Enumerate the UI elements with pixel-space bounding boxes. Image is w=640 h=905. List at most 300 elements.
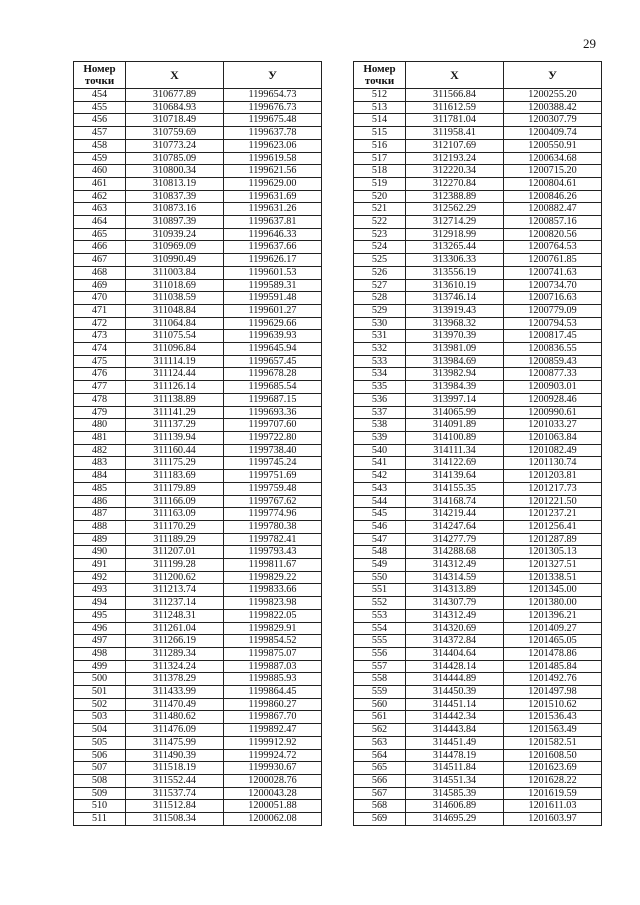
cell-x: 311189.29 [126,533,224,546]
cell-point-number: 494 [74,597,126,610]
cell-point-number: 550 [354,571,406,584]
cell-y: 1199912.92 [224,736,322,749]
cell-x: 314444.89 [406,673,504,686]
cell-point-number: 523 [354,228,406,241]
cell-point-number: 564 [354,749,406,762]
cell-point-number: 529 [354,304,406,317]
cell-x: 311958.41 [406,127,504,140]
cell-x: 314168.74 [406,495,504,508]
cell-x: 311170.29 [126,520,224,533]
cell-y: 1199864.45 [224,686,322,699]
table-row [74,584,322,597]
table-row [74,279,322,292]
cell-x: 311160.44 [126,444,224,457]
cell-x: 311266.19 [126,635,224,648]
cell-x: 311213.74 [126,584,224,597]
table-row [354,686,602,699]
cell-y: 1201497.98 [504,686,602,699]
cell-y: 1201563.49 [504,724,602,737]
cell-point-number: 557 [354,660,406,673]
cell-point-number: 475 [74,355,126,368]
cell-point-number: 470 [74,292,126,305]
table-row [354,419,602,432]
cell-x: 312107.69 [406,139,504,152]
table-row [74,381,322,394]
cell-x: 314404.64 [406,647,504,660]
table-row [74,152,322,165]
table-row [74,724,322,737]
cell-x: 311183.69 [126,470,224,483]
cell-point-number: 474 [74,343,126,356]
cell-y: 1199722.80 [224,431,322,444]
cell-y: 1201409.27 [504,622,602,635]
cell-point-number: 519 [354,177,406,190]
cell-point-number: 563 [354,736,406,749]
cell-point-number: 565 [354,762,406,775]
cell-point-number: 546 [354,520,406,533]
cell-point-number: 534 [354,368,406,381]
table-row [74,495,322,508]
cell-point-number: 471 [74,304,126,317]
cell-point-number: 466 [74,241,126,254]
cell-x: 311508.34 [126,813,224,826]
coordinates-table-left [73,61,322,826]
cell-x: 313610.19 [406,279,504,292]
table-row [74,774,322,787]
cell-point-number: 487 [74,508,126,521]
table-row [74,813,322,826]
cell-y: 1200928.46 [504,393,602,406]
table-row [354,444,602,457]
cell-point-number: 493 [74,584,126,597]
cell-y: 1201221.50 [504,495,602,508]
table-row [354,292,602,305]
table-row [354,470,602,483]
cell-point-number: 454 [74,89,126,102]
cell-point-number: 542 [354,470,406,483]
cell-point-number: 566 [354,774,406,787]
cell-x: 314288.68 [406,546,504,559]
cell-y: 1200859.43 [504,355,602,368]
cell-point-number: 544 [354,495,406,508]
cell-x: 312562.29 [406,203,504,216]
cell-point-number: 516 [354,139,406,152]
table-row [74,368,322,381]
cell-point-number: 541 [354,457,406,470]
cell-x: 313968.32 [406,317,504,330]
cell-x: 314451.14 [406,698,504,711]
cell-point-number: 506 [74,749,126,762]
cell-y: 1201237.21 [504,508,602,521]
cell-point-number: 489 [74,533,126,546]
table-header-row [74,62,322,89]
cell-y: 1201345.00 [504,584,602,597]
cell-point-number: 477 [74,381,126,394]
cell-x: 311048.84 [126,304,224,317]
table-row [354,597,602,610]
cell-point-number: 562 [354,724,406,737]
cell-x: 310813.19 [126,177,224,190]
table-row [354,266,602,279]
cell-point-number: 488 [74,520,126,533]
cell-point-number: 547 [354,533,406,546]
table-row [74,622,322,635]
cell-y: 1201492.76 [504,673,602,686]
cell-y: 1200761.85 [504,254,602,267]
cell-x: 311476.09 [126,724,224,737]
table-row [74,546,322,559]
cell-y: 1201485.84 [504,660,602,673]
cell-point-number: 539 [354,431,406,444]
cell-x: 314313.89 [406,584,504,597]
cell-x: 310759.69 [126,127,224,140]
table-row [74,190,322,203]
cell-point-number: 553 [354,609,406,622]
cell-point-number: 556 [354,647,406,660]
cell-point-number: 456 [74,114,126,127]
table-row [354,343,602,356]
cell-point-number: 462 [74,190,126,203]
cell-y: 1201217.73 [504,482,602,495]
cell-point-number: 498 [74,647,126,660]
table-row [74,127,322,140]
cell-point-number: 568 [354,800,406,813]
cell-y: 1200409.74 [504,127,602,140]
table-row [354,800,602,813]
cell-x: 314065.99 [406,406,504,419]
cell-point-number: 543 [354,482,406,495]
cell-y: 1199631.69 [224,190,322,203]
cell-y: 1199875.07 [224,647,322,660]
cell-y: 1201536.43 [504,711,602,724]
cell-point-number: 528 [354,292,406,305]
cell-x: 314551.34 [406,774,504,787]
cell-y: 1200857.16 [504,216,602,229]
cell-x: 310897.39 [126,216,224,229]
cell-x: 311175.29 [126,457,224,470]
table-row [354,724,602,737]
cell-x: 310990.49 [126,254,224,267]
cell-y: 1200051.88 [224,800,322,813]
cell-x: 311470.49 [126,698,224,711]
cell-y: 1201611.03 [504,800,602,813]
cell-y: 1200779.09 [504,304,602,317]
cell-point-number: 460 [74,165,126,178]
cell-y: 1200255.20 [504,89,602,102]
cell-y: 1200846.26 [504,190,602,203]
cell-x: 311512.84 [126,800,224,813]
cell-y: 1201608.50 [504,749,602,762]
cell-point-number: 552 [354,597,406,610]
cell-x: 311163.09 [126,508,224,521]
cell-point-number: 461 [74,177,126,190]
table-row [74,635,322,648]
cell-x: 311518.19 [126,762,224,775]
cell-x: 313746.14 [406,292,504,305]
cell-point-number: 536 [354,393,406,406]
cell-y: 1199645.94 [224,343,322,356]
cell-y: 1200903.01 [504,381,602,394]
cell-point-number: 508 [74,774,126,787]
cell-y: 1199601.27 [224,304,322,317]
cell-y: 1199780.38 [224,520,322,533]
cell-x: 312918.99 [406,228,504,241]
cell-x: 311612.59 [406,101,504,114]
cell-y: 1201287.89 [504,533,602,546]
cell-x: 314451.49 [406,736,504,749]
table-row [74,228,322,241]
cell-x: 311261.04 [126,622,224,635]
cell-x: 311064.84 [126,317,224,330]
cell-y: 1199860.27 [224,698,322,711]
table-row [74,686,322,699]
cell-x: 313970.39 [406,330,504,343]
cell-point-number: 457 [74,127,126,140]
cell-point-number: 490 [74,546,126,559]
cell-point-number: 530 [354,317,406,330]
table-row [354,559,602,572]
table-row [354,813,602,826]
table-row [354,127,602,140]
cell-y: 1199833.66 [224,584,322,597]
cell-x: 311475.99 [126,736,224,749]
cell-x: 311003.84 [126,266,224,279]
cell-y: 1199885.93 [224,673,322,686]
table-row [354,736,602,749]
cell-y: 1200028.76 [224,774,322,787]
cell-y: 1199619.58 [224,152,322,165]
cell-y: 1200820.56 [504,228,602,241]
cell-y: 1201619.59 [504,787,602,800]
table-row [354,787,602,800]
table-row [74,660,322,673]
table-row [354,228,602,241]
cell-y: 1200836.55 [504,343,602,356]
cell-y: 1199829.22 [224,571,322,584]
cell-y: 1199626.17 [224,254,322,267]
table-row [354,584,602,597]
table-row [354,165,602,178]
table-row [354,393,602,406]
coordinates-table-right [353,61,602,826]
cell-point-number: 458 [74,139,126,152]
table-row [354,317,602,330]
cell-y: 1199629.66 [224,317,322,330]
cell-x: 310873.16 [126,203,224,216]
header-y: У [504,62,602,89]
table-row [74,457,322,470]
table-row [74,355,322,368]
table-row [354,520,602,533]
cell-x: 313265.44 [406,241,504,254]
cell-y: 1199774.96 [224,508,322,521]
cell-y: 1201327.51 [504,559,602,572]
cell-y: 1200634.68 [504,152,602,165]
cell-x: 311038.59 [126,292,224,305]
cell-y: 1200741.63 [504,266,602,279]
table-row [74,431,322,444]
cell-point-number: 540 [354,444,406,457]
cell-y: 1201510.62 [504,698,602,711]
cell-x: 314139.64 [406,470,504,483]
cell-point-number: 503 [74,711,126,724]
cell-x: 314428.14 [406,660,504,673]
cell-x: 314100.89 [406,431,504,444]
table-row [354,774,602,787]
cell-point-number: 526 [354,266,406,279]
cell-y: 1199930.67 [224,762,322,775]
cell-point-number: 455 [74,101,126,114]
cell-point-number: 499 [74,660,126,673]
cell-y: 1200817.45 [504,330,602,343]
cell-y: 1200062.08 [224,813,322,826]
cell-y: 1199854.52 [224,635,322,648]
table-row [74,114,322,127]
cell-point-number: 465 [74,228,126,241]
cell-y: 1200715.20 [504,165,602,178]
table-row [354,241,602,254]
cell-point-number: 524 [354,241,406,254]
cell-y: 1199829.91 [224,622,322,635]
cell-y: 1200990.61 [504,406,602,419]
cell-x: 311324.24 [126,660,224,673]
table-row [74,482,322,495]
cell-point-number: 569 [354,813,406,826]
cell-y: 1199589.31 [224,279,322,292]
cell-y: 1199759.48 [224,482,322,495]
cell-y: 1199887.03 [224,660,322,673]
cell-x: 314111.34 [406,444,504,457]
cell-x: 314277.79 [406,533,504,546]
cell-y: 1201465.05 [504,635,602,648]
cell-y: 1199745.24 [224,457,322,470]
table-row [74,597,322,610]
cell-y: 1201478.86 [504,647,602,660]
table-row [354,698,602,711]
cell-point-number: 555 [354,635,406,648]
cell-point-number: 492 [74,571,126,584]
table-row [354,431,602,444]
cell-y: 1199823.98 [224,597,322,610]
table-row [354,139,602,152]
cell-x: 314695.29 [406,813,504,826]
cell-y: 1201628.22 [504,774,602,787]
cell-point-number: 517 [354,152,406,165]
cell-x: 311566.84 [406,89,504,102]
table-row [74,343,322,356]
cell-y: 1199637.78 [224,127,322,140]
table-row [354,457,602,470]
cell-x: 310939.24 [126,228,224,241]
cell-point-number: 497 [74,635,126,648]
cell-point-number: 491 [74,559,126,572]
cell-point-number: 500 [74,673,126,686]
cell-y: 1199637.66 [224,241,322,254]
cell-x: 311480.62 [126,711,224,724]
table-row [74,165,322,178]
cell-y: 1201305.13 [504,546,602,559]
table-row [74,698,322,711]
cell-y: 1199685.54 [224,381,322,394]
cell-x: 311166.09 [126,495,224,508]
cell-point-number: 522 [354,216,406,229]
table-row [74,317,322,330]
cell-y: 1200734.70 [504,279,602,292]
table-row [354,101,602,114]
table-row [354,355,602,368]
cell-x: 311137.29 [126,419,224,432]
table-row [354,673,602,686]
cell-point-number: 513 [354,101,406,114]
cell-point-number: 537 [354,406,406,419]
page-number: 29 [583,36,596,51]
cell-y: 1199629.00 [224,177,322,190]
cell-x: 314511.84 [406,762,504,775]
table-row [354,406,602,419]
cell-point-number: 514 [354,114,406,127]
table-row [354,190,602,203]
cell-point-number: 560 [354,698,406,711]
cell-x: 314312.49 [406,559,504,572]
cell-y: 1199892.47 [224,724,322,737]
cell-y: 1199678.28 [224,368,322,381]
cell-point-number: 472 [74,317,126,330]
cell-point-number: 521 [354,203,406,216]
table-row [354,381,602,394]
cell-x: 311200.62 [126,571,224,584]
table-row [354,711,602,724]
table-row [354,304,602,317]
cell-x: 314091.89 [406,419,504,432]
table-row [354,635,602,648]
cell-y: 1201130.74 [504,457,602,470]
cell-x: 313984.39 [406,381,504,394]
cell-y: 1199601.53 [224,266,322,279]
cell-y: 1201396.21 [504,609,602,622]
table-row [74,609,322,622]
table-row [354,254,602,267]
cell-point-number: 533 [354,355,406,368]
table-row [74,406,322,419]
cell-x: 311139.94 [126,431,224,444]
cell-x: 310785.09 [126,152,224,165]
table-row [354,546,602,559]
cell-point-number: 510 [74,800,126,813]
cell-point-number: 535 [354,381,406,394]
table-row [74,139,322,152]
cell-x: 314312.49 [406,609,504,622]
table-row [74,762,322,775]
table-row [74,647,322,660]
cell-x: 312193.24 [406,152,504,165]
cell-y: 1200388.42 [504,101,602,114]
table-row [74,533,322,546]
cell-point-number: 512 [354,89,406,102]
table-row [74,203,322,216]
cell-x: 311237.14 [126,597,224,610]
cell-x: 314478.19 [406,749,504,762]
cell-point-number: 476 [74,368,126,381]
cell-point-number: 504 [74,724,126,737]
cell-point-number: 464 [74,216,126,229]
table-row [74,571,322,584]
cell-y: 1200882.47 [504,203,602,216]
cell-x: 311248.31 [126,609,224,622]
cell-point-number: 469 [74,279,126,292]
cell-point-number: 481 [74,431,126,444]
table-row [74,266,322,279]
cell-x: 314606.89 [406,800,504,813]
